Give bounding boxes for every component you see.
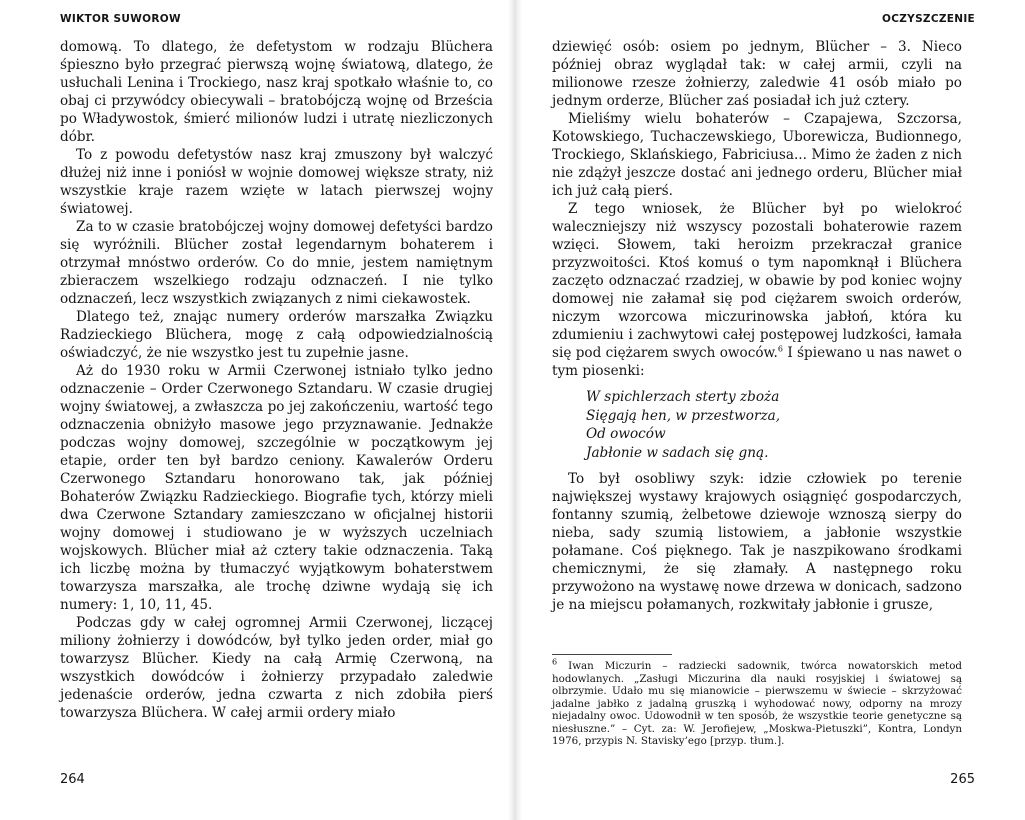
right-page-body — [552, 38, 962, 614]
paragraph: Podczas gdy w całej ogromnej Armii Czerwonej, liczącej miliony żołnierzy i dowódców, był tylko jeden order, miał go towarzysz Blücher. Kiedy na całą Armię Czerwoną, na wszystkich dowódców i żołnierzy przypadało zaledwie jedenaście orderów, jedna czwarta z nich zdobiła pierś towarzysza Blüchera. W całej armii ordery miało — [60, 615, 493, 721]
running-head-left: WIKTOR SUWOROW — [60, 13, 181, 25]
paragraph: Dlatego też, znając numery orderów marszałka Związku Radzieckiego Blüchera, mogę z całą odpowiedzialnością oświadczyć, że nie wszystko jest tu zupełnie jasne. — [60, 309, 493, 361]
paragraph: domową. To dlatego, że defetystom w rodzaju Blüchera śpieszno było przegrać pierwszą wojnę światową, dlatego, że usłuchali Lenina i Trockiego, nasz kraj spotkało właśnie to, co obaj ci przywódcy obiecywali – bratobójczą wojnę od Brześcia po Władywostok, śmierć milionów ludzi i utratę niezliczonych dóbr. — [60, 39, 493, 145]
running-head-right: OCZYSZCZENIE — [882, 13, 975, 25]
poem-line: Sięgają hen, w przestworza, — [586, 407, 781, 424]
page-number-right: 265 — [950, 772, 975, 787]
paragraph-text: I śpiewano u nas nawet o tym piosenki: — [552, 345, 962, 379]
poem-line: Od owoców — [586, 426, 666, 442]
page-number-left: 264 — [60, 772, 85, 787]
footnote — [552, 657, 962, 748]
paragraph: To był osobliwy szyk: idzie człowiek po terenie największej wystawy krajowych osiągnięć gospodarczych, fontanny szumią, żelbetowe dziewoje wznoszą sierpy do nieba, sady szumią listowiem, a jabłonie wszystkie połamane. Coś pięknego. Tak je naszpikowano środkami chemicznymi, że się złamały. A następnego roku przywożono na wystawę nowe drzewa w donicach, sadzono je na miejscu połamanych, rozkwitały jabłonie i grusze, — [552, 471, 962, 613]
paragraph: Za to w czasie bratobójczej wojny domowej defetyści bardzo się wyróżnili. Blücher został legendarnym bohaterem i otrzymał mnóstwo orderów. Co do mnie, jestem namiętnym zbieraczem wszelkiego rodzaju odznaczeń. I nie tylko odznaczeń, lecz wszystkich związanych z nimi ciekawostek. — [60, 219, 493, 307]
book-gutter — [508, 0, 522, 820]
paragraph: To z powodu defetystów nasz kraj zmuszony był walczyć dłużej niż inne i poniósł w wojnie domowej większe straty, niż wszystkie kraje razem wzięte w latach pierwszej wojny światowej. — [60, 147, 493, 217]
paragraph — [552, 200, 962, 380]
footnote-reference: 6 — [777, 344, 783, 354]
poem-line: Jabłonie w sadach się gną. — [586, 444, 769, 461]
right-page — [522, 0, 1025, 820]
footnote-number: 6 — [552, 657, 558, 667]
footnote-rule — [552, 654, 672, 655]
paragraph: dziewięć osób: osiem po jednym, Blücher – 3. Nieco później obraz wyglądał tak: w całej armii, czyli na milionowe rzesze żołnierzy, zaledwie 41 osób miało po jednym orderze, Blücher zaś posiadał ich już cztery. — [552, 39, 962, 109]
left-page-body — [60, 38, 493, 722]
poem — [586, 388, 962, 462]
paragraph-text: Z tego wniosek, że Blücher był po wielokroć waleczniejszy niż wszyscy pozostali bohaterowie razem wzięci. Słowem, taki heroizm przekraczał granice przyzwoitości. Ktoś komuś o tym napomknął i Blüchera zaczęto odznaczać rzadziej, w obawie by pod koniec wojny domowej nie załamał się pod ciężarem swoich orderów, niczym wzorcowa miczurinowska jabłoń, która ku zdumieniu i zachwytowi całej postępowej ludzkości, łamała się pod ciężarem swych owoców. — [552, 201, 962, 361]
paragraph: Mieliśmy wielu bohaterów – Czapajewa, Szczorsa, Kotowskiego, Tuchaczewskiego, Uborewicza, Budionnego, Trockiego, Sklańskiego, Fabriciusa... Mimo że żaden z nich nie zdążył jeszcze dostać ani jednego orderu, Blücher miał ich już całą pierś. — [552, 111, 962, 199]
paragraph: Aż do 1930 roku w Armii Czerwonej istniało tylko jedno odznaczenie – Order Czerwonego Sztandaru. W czasie drugiej wojny światowej, a zwłaszcza po jej zakończeniu, wartość tego odznaczenia obniżyło masowe jego przyznawanie. Jednakże podczas wojny domowej, szczególnie w początkowym jej etapie, order ten był bardzo ceniony. Kawalerów Orderu Czerwonego Sztandaru honorowano tak, jak później Bohaterów Związku Radzieckiego. Biografie tych, którzy mieli dwa Czerwone Sztandary zamieszczano w oficjalnej historii wojny domowej i studiowano je w wyższych uczelniach wojskowych. Blücher miał aż cztery takie odznaczenia. Taką ich liczbę można by tłumaczyć wyjątkowym bohaterstwem towarzysza marszałka, ale trochę dziwne wydają się ich numery: 1, 10, 11, 45. — [60, 363, 493, 613]
left-page — [0, 0, 508, 820]
footnote-text: Iwan Miczurin – radziecki sadownik, twórca nowatorskich metod hodowlanych. „Zasługi Miczurina dla nauki rosyjskiej i światowej są olbrzymie. Udało mu się mianowicie – pierwszemu w świecie – skrzyżować jadalne jabłko z jadalną gruszką i wyhodować nowy, odporny na mrozy niejadalny owoc. Udowodnił w ten sposób, że wszystkie teorie genetyczne są niesłuszne.” – Cyt. za: W. Jerofiejew, „Moskwa-Pietuszki”, Kontra, Londyn 1976, przypis N. Stavisky’ego [przyp. tłum.]. — [552, 660, 962, 747]
poem-line: W spichlerzach sterty zboża — [586, 389, 780, 405]
